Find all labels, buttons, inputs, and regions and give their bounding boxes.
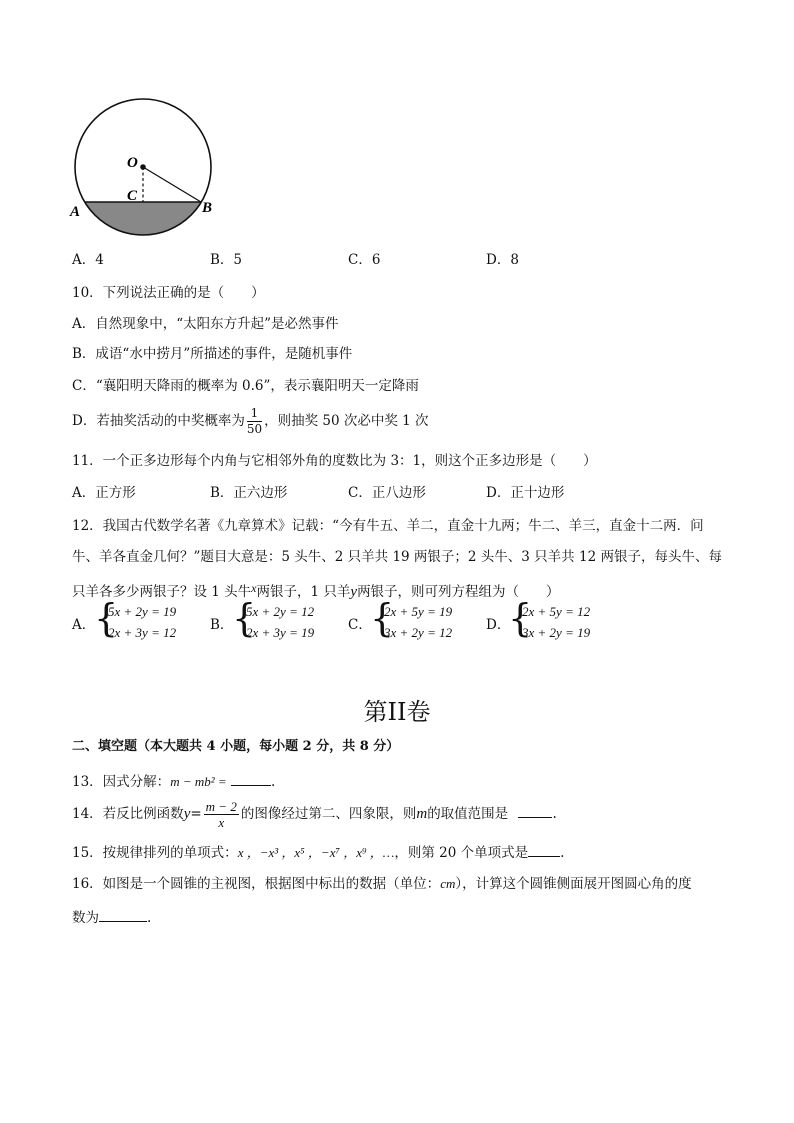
q11-stem: 11．一个正多边形每个内角与它相邻外角的度数比为 3：1，则这个正多边形是（ ） (72, 453, 597, 469)
q13-answer-blank[interactable] (231, 771, 271, 786)
q9-option-d[interactable]: D．8 (486, 252, 519, 268)
q10-d-pre: D．若抽奖活动的中奖概率为 (72, 413, 245, 429)
q10-option-c[interactable]: C．“襄阳明天降雨的概率为 0.6”，表示襄阳明天一定降雨 (72, 378, 419, 394)
q14-fraction: $\frac{m - 2}{x}$ (205, 799, 237, 830)
q10-d-post: ，则抽奖 50 次必中奖 1 次 (264, 413, 429, 429)
q13-expression: m − mb² = (170, 774, 227, 789)
q9-option-c[interactable]: C．6 (348, 252, 381, 268)
label-b: B (202, 200, 213, 216)
q12-option-b-label[interactable]: B． (210, 617, 234, 633)
q16-line-1: 16．如图是一个圆锥的主视图，根据图中标出的数据（单位：cm），计算这个圆锥侧面展开图圆心角的度 (72, 876, 692, 892)
q10-stem: 10．下列说法正确的是（ ） (72, 285, 265, 301)
var-x: x (251, 581, 257, 595)
q16-line-2: 数为 . (72, 907, 151, 927)
label-c: C (127, 188, 138, 204)
circle-figure (60, 92, 230, 242)
q9-option-b[interactable]: B．5 (210, 252, 243, 268)
q15: 15．按规律排列的单项式：x ，−x³ ，x⁵ ，−x⁷ ，x⁹ ，…，则第 20 个单项式是 . (72, 842, 564, 862)
label-o: O (127, 155, 138, 171)
q13: 13．因式分解：m − mb² = . (72, 771, 275, 791)
label-a: A (70, 204, 81, 220)
radius-ob (143, 167, 201, 202)
q12-line-2: 牛、羊各直金几何？”题目大意是：5 头牛、2 只羊共 19 两银子；2 头牛、3 只羊共 12 两银子，每头牛、每 (72, 549, 722, 565)
q9-option-a[interactable]: A．4 (72, 252, 104, 268)
q12-option-c-label[interactable]: C． (348, 617, 372, 633)
q11-option-a[interactable]: A．正方形 (72, 485, 136, 501)
q10-option-a[interactable]: A．自然现象中，“太阳东方升起”是必然事件 (72, 316, 339, 332)
var-y: y (350, 584, 358, 600)
q11-option-b[interactable]: B．正六边形 (210, 485, 288, 501)
q14: 14．若反比例函数y= $\frac{m - 2}{x}$ 的图像经过第二、四象限，则m的取值范围是 . (72, 799, 557, 830)
q12-option-a-label[interactable]: A． (72, 617, 96, 633)
part-2-title: 第II卷 (363, 698, 431, 726)
q15-answer-blank[interactable] (528, 842, 560, 857)
q14-answer-blank[interactable] (518, 803, 552, 818)
q16-answer-blank[interactable] (99, 907, 147, 922)
q10-option-b[interactable]: B．成语“水中捞月”所描述的事件，是随机事件 (72, 346, 353, 362)
q10-option-d[interactable] (72, 406, 429, 437)
q11-option-d[interactable]: D．正十边形 (486, 485, 565, 501)
q12-option-d-label[interactable]: D． (486, 617, 511, 633)
center-point (140, 164, 146, 170)
q15-terms: x ，−x³ ，x⁵ ，−x⁷ ，x⁹ ，… (237, 845, 395, 860)
section-2-heading: 二、填空题（本大题共 4 小题，每小题 2 分，共 8 分） (72, 739, 400, 754)
q12-line-3: 只羊各多少两银子？设 1 头牛x两银子，1 只羊y两银子，则可列方程组为（ ） (72, 581, 560, 600)
q12-line-1: 12．我国古代数学名著《九章算术》记载：“今有牛五、羊二，直金十九两；牛二、羊三，直金十二两．问 (72, 518, 704, 534)
q10-d-fraction: $\frac{1}{50}$ (246, 406, 263, 436)
q11-option-c[interactable]: C．正八边形 (348, 485, 426, 501)
